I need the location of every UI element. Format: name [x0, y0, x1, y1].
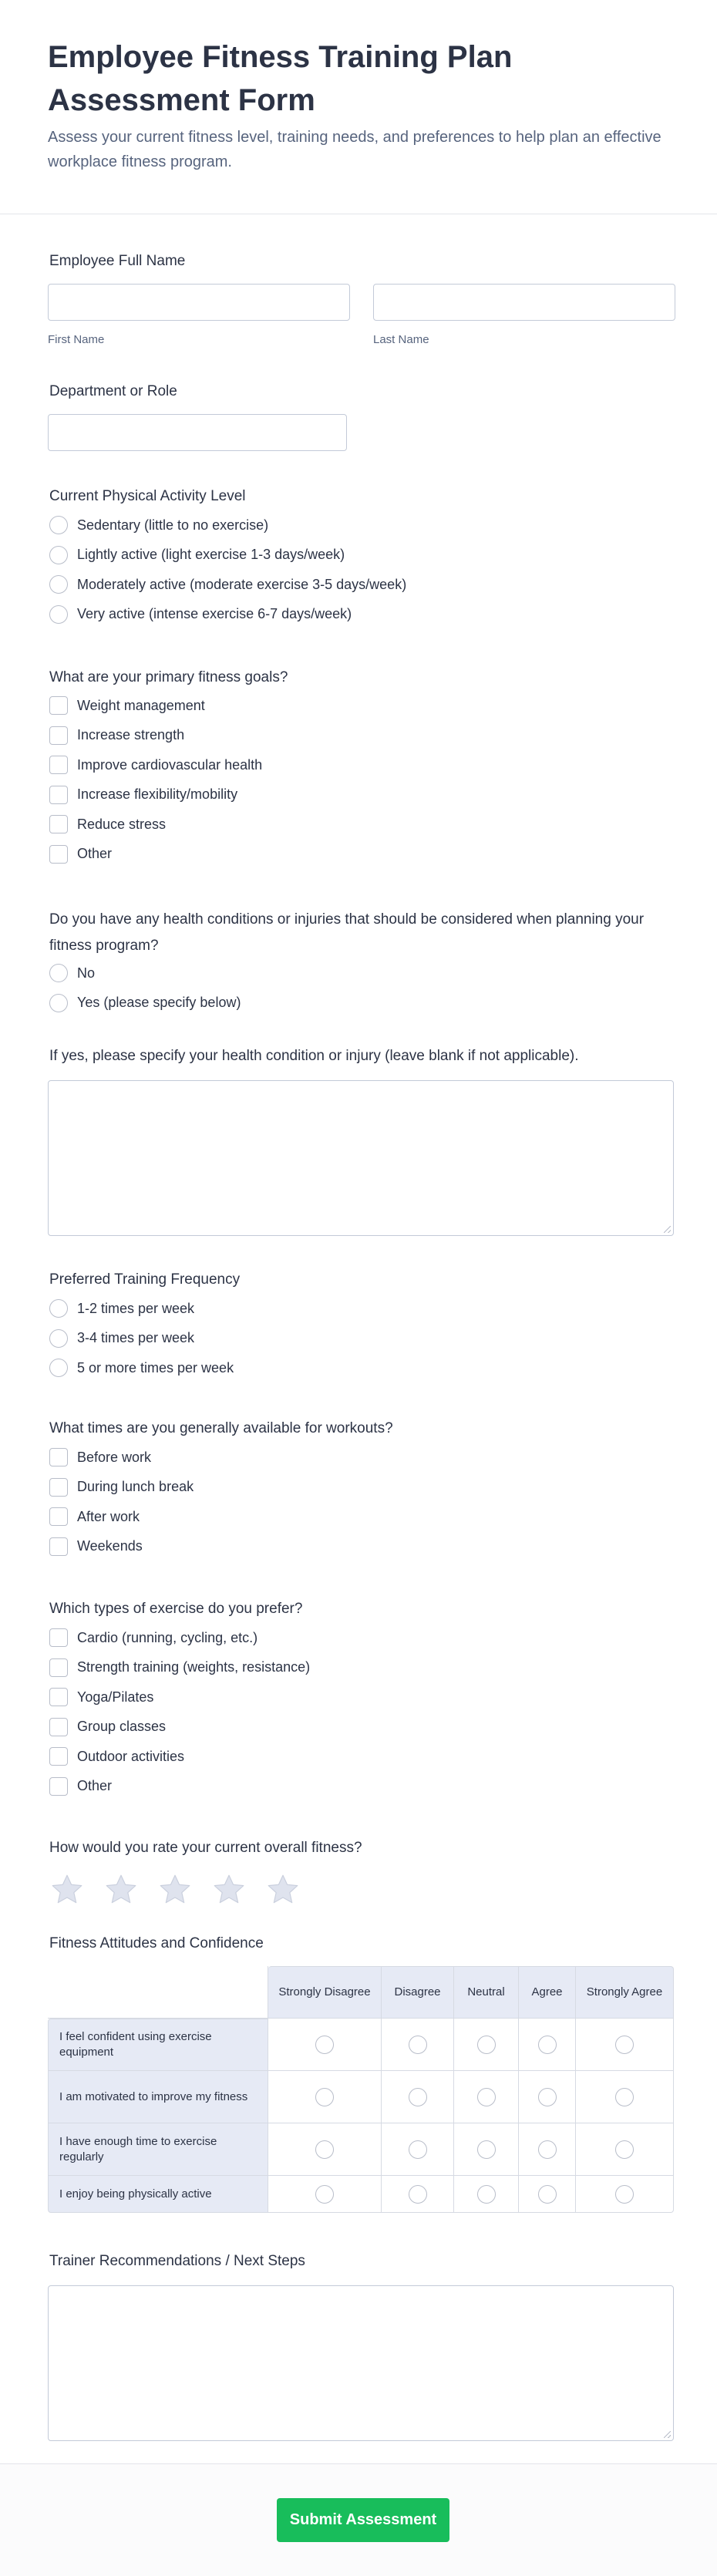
checkbox[interactable] [49, 786, 68, 804]
matrix-corner [48, 1966, 268, 2019]
radio-button[interactable] [49, 575, 68, 594]
matrix-radio[interactable] [409, 2185, 427, 2204]
matrix-radio[interactable] [538, 2185, 557, 2204]
matrix-row [48, 2176, 674, 2213]
checkbox[interactable] [49, 1688, 68, 1706]
matrix-radio[interactable] [538, 2140, 557, 2159]
first-name-input[interactable] [48, 284, 350, 321]
matrix-column-header: Disagree [382, 1966, 454, 2019]
matrix-radio[interactable] [615, 2036, 634, 2054]
checkbox[interactable] [49, 1448, 68, 1466]
radio-button[interactable] [49, 994, 68, 1012]
exercise-option[interactable]: Cardio (running, cycling, etc.) [49, 1623, 674, 1653]
goal-option[interactable]: Reduce stress [49, 810, 674, 840]
employee-name-label: Employee Full Name [49, 253, 186, 269]
attitudes-label: Fitness Attitudes and Confidence [49, 1935, 264, 1951]
activity-option[interactable]: Lightly active (light exercise 1-3 days/week) [49, 540, 674, 571]
checkbox[interactable] [49, 1747, 68, 1766]
matrix-radio[interactable] [615, 2088, 634, 2106]
checkbox[interactable] [49, 1658, 68, 1677]
health-option[interactable]: No [49, 958, 674, 988]
fitness-goals-question [49, 668, 674, 869]
exercise-option[interactable]: Yoga/Pilates [49, 1682, 674, 1712]
matrix-row [48, 2071, 674, 2123]
availability-question [49, 1419, 674, 1561]
health-detail-label: If yes, please specify your health condition or injury (leave blank if not applicable). [49, 1048, 579, 1064]
star-icon[interactable] [157, 1872, 193, 1908]
resize-handle-icon[interactable] [664, 2431, 671, 2438]
star-icon[interactable] [103, 1872, 139, 1908]
radio-button[interactable] [49, 605, 68, 624]
form-header [48, 35, 669, 174]
health-conditions-label: Do you have any health conditions or injuries that should be considered when planning your fitness program? [49, 911, 645, 954]
last-name-sublabel: Last Name [373, 333, 429, 346]
goal-option[interactable]: Increase flexibility/mobility [49, 780, 674, 810]
availability-label: What times are you generally available for workouts? [49, 1420, 393, 1436]
activity-option[interactable]: Moderately active (moderate exercise 3-5 days/week) [49, 570, 674, 600]
activity-level-label: Current Physical Activity Level [49, 488, 246, 504]
checkbox[interactable] [49, 1628, 68, 1647]
exercise-option[interactable]: Outdoor activities [49, 1742, 674, 1772]
department-label: Department or Role [49, 383, 177, 399]
availability-option[interactable]: During lunch break [49, 1473, 674, 1503]
activity-option[interactable]: Very active (intense exercise 6-7 days/week) [49, 600, 674, 630]
matrix-radio[interactable] [409, 2036, 427, 2054]
checkbox[interactable] [49, 726, 68, 745]
frequency-option[interactable]: 1-2 times per week [49, 1294, 674, 1324]
availability-option[interactable]: Before work [49, 1443, 674, 1473]
matrix-radio[interactable] [538, 2088, 557, 2106]
department-input[interactable] [48, 414, 347, 451]
goal-option[interactable]: Other [49, 840, 674, 870]
frequency-option[interactable]: 3-4 times per week [49, 1324, 674, 1354]
frequency-option[interactable]: 5 or more times per week [49, 1353, 674, 1383]
matrix-radio[interactable] [615, 2140, 634, 2159]
matrix-radio[interactable] [477, 2185, 496, 2204]
exercise-option[interactable]: Other [49, 1772, 674, 1802]
matrix-row-label: I have enough time to exercise regularly [48, 2123, 268, 2176]
matrix-column-header: Strongly Disagree [268, 1966, 382, 2019]
attitudes-matrix [48, 1966, 674, 2213]
form-title: Employee Fitness Training Plan Assessment Form [48, 40, 513, 117]
last-name-input[interactable] [373, 284, 675, 321]
checkbox[interactable] [49, 815, 68, 833]
department-question [49, 382, 674, 451]
goal-option[interactable]: Increase strength [49, 721, 674, 751]
activity-level-question [49, 487, 674, 629]
recommendations-textarea[interactable] [48, 2285, 674, 2441]
matrix-radio[interactable] [538, 2036, 557, 2054]
resize-handle-icon[interactable] [664, 1226, 671, 1233]
star-icon[interactable] [265, 1872, 301, 1908]
health-detail-question [49, 1046, 674, 1236]
matrix-column-header: Neutral [454, 1966, 519, 2019]
exercise-option[interactable]: Strength training (weights, resistance) [49, 1653, 674, 1683]
recommendations-question [49, 2251, 674, 2441]
training-frequency-question [49, 1270, 674, 1383]
matrix-row-label: I feel confident using exercise equipment [48, 2019, 268, 2071]
exercise-option[interactable]: Group classes [49, 1712, 674, 1743]
goal-option[interactable]: Weight management [49, 691, 674, 721]
matrix-radio[interactable] [315, 2185, 334, 2204]
checkbox[interactable] [49, 1507, 68, 1526]
matrix-row-label: I enjoy being physically active [48, 2176, 268, 2213]
checkbox[interactable] [49, 1718, 68, 1736]
checkbox[interactable] [49, 1478, 68, 1497]
star-icon[interactable] [211, 1872, 247, 1908]
matrix-radio[interactable] [315, 2036, 334, 2054]
health-option[interactable]: Yes (please specify below) [49, 988, 674, 1019]
employee-name-question [49, 251, 674, 346]
radio-button[interactable] [49, 1359, 68, 1377]
matrix-radio[interactable] [409, 2140, 427, 2159]
fitness-rating-question [49, 1838, 674, 1908]
submit-button[interactable]: Submit Assessment [277, 2498, 449, 2542]
matrix-column-header: Strongly Agree [576, 1966, 674, 2019]
matrix-radio[interactable] [409, 2088, 427, 2106]
matrix-radio[interactable] [615, 2185, 634, 2204]
matrix-row [48, 2019, 674, 2071]
matrix-row [48, 2123, 674, 2176]
attitudes-question [49, 1934, 674, 2213]
recommendations-label: Trainer Recommendations / Next Steps [49, 2253, 305, 2269]
star-icon[interactable] [49, 1872, 85, 1908]
fitness-rating-label: How would you rate your current overall fitness? [49, 1840, 362, 1856]
availability-option[interactable]: Weekends [49, 1532, 674, 1562]
checkbox[interactable] [49, 696, 68, 715]
matrix-radio[interactable] [477, 2036, 496, 2054]
radio-button[interactable] [49, 546, 68, 564]
star-rating [49, 1872, 674, 1908]
radio-button[interactable] [49, 964, 68, 982]
first-name-sublabel: First Name [48, 333, 105, 346]
health-detail-textarea[interactable] [48, 1080, 674, 1236]
matrix-radio[interactable] [477, 2140, 496, 2159]
radio-button[interactable] [49, 516, 68, 534]
activity-option[interactable]: Sedentary (little to no exercise) [49, 510, 674, 540]
matrix-radio[interactable] [477, 2088, 496, 2106]
health-conditions-question [49, 907, 674, 1018]
fitness-goals-label: What are your primary fitness goals? [49, 669, 288, 685]
exercise-types-label: Which types of exercise do you prefer? [49, 1601, 303, 1617]
checkbox[interactable] [49, 756, 68, 774]
form-subtitle: Assess your current fitness level, training needs, and preferences to help plan an effective workplace fitness program. [48, 129, 661, 170]
exercise-types-question [49, 1599, 674, 1801]
checkbox[interactable] [49, 1537, 68, 1556]
checkbox[interactable] [49, 1777, 68, 1796]
matrix-row-label: I am motivated to improve my fitness [48, 2071, 268, 2123]
radio-button[interactable] [49, 1329, 68, 1348]
matrix-radio[interactable] [315, 2140, 334, 2159]
goal-option[interactable]: Improve cardiovascular health [49, 750, 674, 780]
availability-option[interactable]: After work [49, 1502, 674, 1532]
checkbox[interactable] [49, 845, 68, 864]
matrix-column-header: Agree [519, 1966, 576, 2019]
radio-button[interactable] [49, 1299, 68, 1318]
training-frequency-label: Preferred Training Frequency [49, 1271, 241, 1288]
matrix-radio[interactable] [315, 2088, 334, 2106]
